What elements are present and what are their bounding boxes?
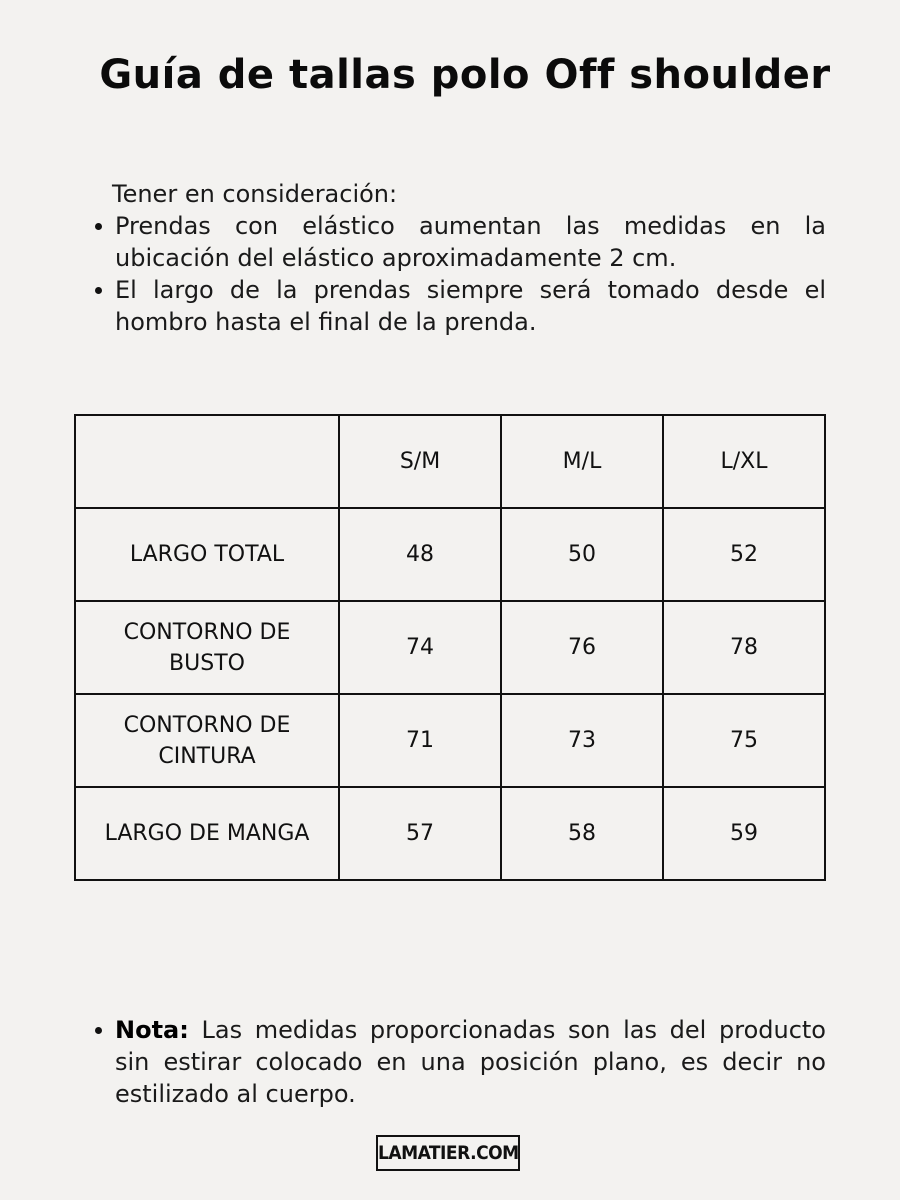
table-cell: 73 bbox=[501, 694, 663, 787]
note-label: Nota: bbox=[115, 1016, 189, 1044]
table-header-cell: L/XL bbox=[663, 415, 825, 508]
table-cell: 78 bbox=[663, 601, 825, 694]
note-list bbox=[95, 1014, 826, 1110]
table-header-cell: M/L bbox=[501, 415, 663, 508]
row-label: LARGO TOTAL bbox=[75, 508, 339, 601]
table-header-cell bbox=[75, 415, 339, 508]
table-cell: 71 bbox=[339, 694, 501, 787]
table-cell: 50 bbox=[501, 508, 663, 601]
table-row bbox=[75, 601, 825, 694]
intro-heading: Tener en consideración: bbox=[112, 180, 398, 208]
table-cell: 59 bbox=[663, 787, 825, 880]
table-cell: 76 bbox=[501, 601, 663, 694]
row-label: CONTORNO DE CINTURA bbox=[75, 694, 339, 787]
table-row bbox=[75, 787, 825, 880]
list-item: Prendas con elástico aumentan las medidas en la ubicación del elástico aproximadamente 2 cm. bbox=[95, 210, 826, 274]
row-label: LARGO DE MANGA bbox=[75, 787, 339, 880]
note-text: Las medidas proporcionadas son las del producto sin estirar colocado en una posición plano, es decir no estilizado al cuerpo. bbox=[115, 1016, 826, 1108]
note-item bbox=[95, 1014, 826, 1110]
table-cell: 74 bbox=[339, 601, 501, 694]
table-header-cell: S/M bbox=[339, 415, 501, 508]
table-cell: 58 bbox=[501, 787, 663, 880]
table-cell: 48 bbox=[339, 508, 501, 601]
brand-logo: LAMATIER.COM bbox=[376, 1135, 520, 1171]
page-title: Guía de tallas polo Off shoulder bbox=[99, 52, 831, 98]
table-row bbox=[75, 508, 825, 601]
table-cell: 57 bbox=[339, 787, 501, 880]
table-header-row bbox=[75, 415, 825, 508]
size-table bbox=[74, 414, 826, 881]
row-label: CONTORNO DE BUSTO bbox=[75, 601, 339, 694]
list-item: El largo de la prendas siempre será tomado desde el hombro hasta el final de la prenda. bbox=[95, 274, 826, 338]
considerations-list bbox=[95, 210, 826, 338]
table-row bbox=[75, 694, 825, 787]
table-cell: 75 bbox=[663, 694, 825, 787]
table-cell: 52 bbox=[663, 508, 825, 601]
